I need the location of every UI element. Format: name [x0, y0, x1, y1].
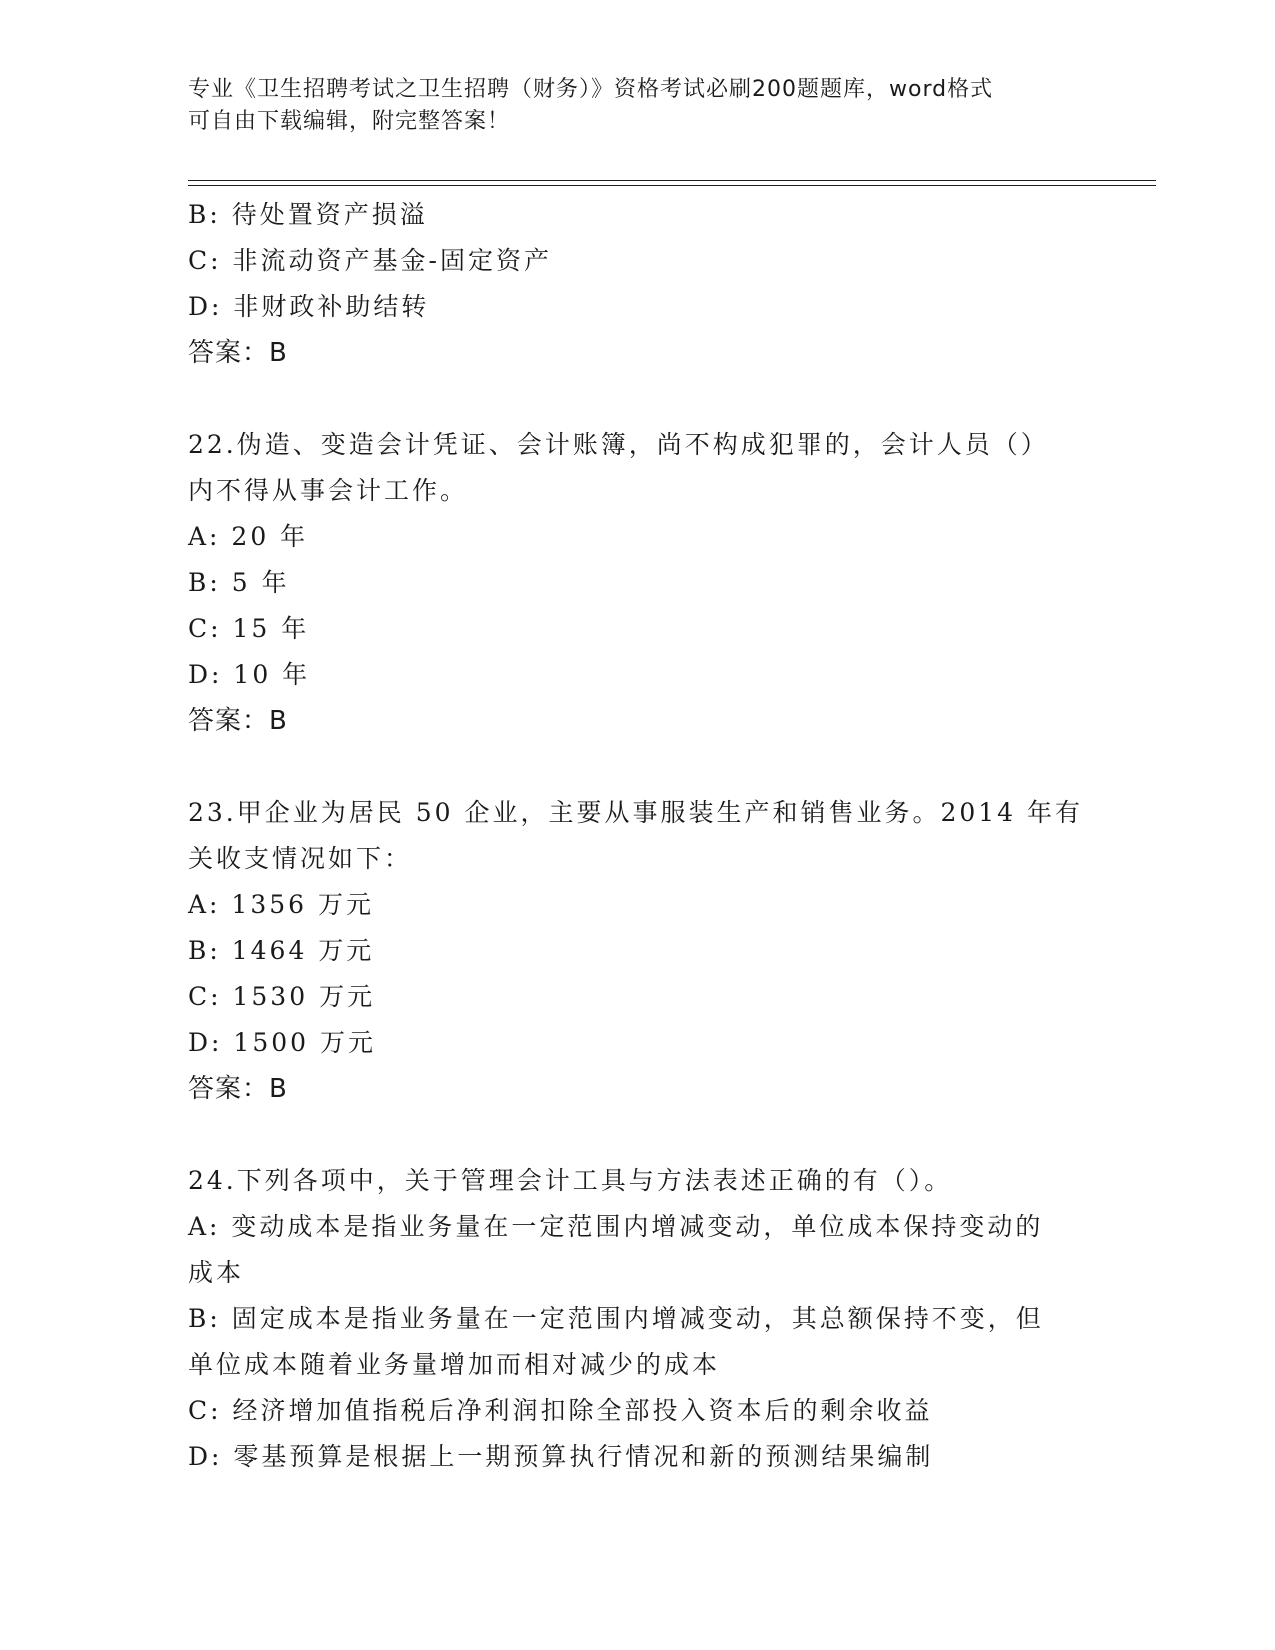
option-b-line-2: 单位成本随着业务量增加而相对减少的成本 — [188, 1350, 721, 1379]
question-24 — [188, 1158, 1088, 1480]
option-d: D: 非财政补助结转 — [188, 292, 430, 321]
option-a: A: 1356 万元 — [188, 890, 374, 919]
option-c: C: 经济增加值指税后净利润扣除全部投入资本后的剩余收益 — [188, 1396, 933, 1425]
header-rule-top — [188, 180, 1156, 181]
option-c: C: 1530 万元 — [188, 982, 376, 1011]
question-21 — [188, 192, 1088, 376]
header-line-2: 可自由下载编辑，附完整答案！ — [188, 109, 511, 134]
option-a-line-1: A: 变动成本是指业务量在一定范围内增减变动，单位成本保持变动的 — [188, 1212, 1044, 1241]
question-stem-line-2: 内不得从事会计工作。 — [188, 476, 469, 505]
header-rule-bottom — [188, 185, 1156, 186]
answer: 答案：B — [188, 338, 288, 368]
spacer — [188, 1112, 1088, 1158]
option-a-line-2: 成本 — [188, 1258, 245, 1287]
question-stem-line-1: 22.伪造、变造会计凭证、会计账簿，尚不构成犯罪的，会计人员（） — [188, 430, 1049, 459]
spacer — [188, 376, 1088, 422]
option-d: D: 10 年 — [188, 660, 311, 689]
option-d: D: 零基预算是根据上一期预算执行情况和新的预测结果编制 — [188, 1442, 934, 1471]
option-d: D: 1500 万元 — [188, 1028, 376, 1057]
option-c: C: 15 年 — [188, 614, 310, 643]
option-c: C: 非流动资产基金-固定资产 — [188, 246, 552, 275]
option-b: B: 待处置资产损溢 — [188, 200, 428, 229]
option-b-line-1: B: 固定成本是指业务量在一定范围内增减变动，其总额保持不变，但 — [188, 1304, 1044, 1333]
document-body — [188, 192, 1088, 1480]
question-stem-line-2: 关收支情况如下： — [188, 844, 413, 873]
answer: 答案：B — [188, 706, 288, 736]
question-22 — [188, 422, 1088, 744]
option-a: A: 20 年 — [188, 522, 309, 551]
option-b: B: 5 年 — [188, 568, 290, 597]
document-header — [188, 74, 1068, 138]
header-line-1: 专业《卫生招聘考试之卫生招聘（财务）》资格考试必刷200题题库，word格式 — [188, 77, 994, 102]
spacer — [188, 744, 1088, 790]
question-stem-line-1: 23.甲企业为居民 50 企业，主要从事服装生产和销售业务。2014 年有 — [188, 798, 1084, 827]
question-23 — [188, 790, 1088, 1112]
option-b: B: 1464 万元 — [188, 936, 375, 965]
question-stem-line-1: 24.下列各项中，关于管理会计工具与方法表述正确的有（）。 — [188, 1166, 953, 1195]
answer: 答案：B — [188, 1074, 288, 1104]
